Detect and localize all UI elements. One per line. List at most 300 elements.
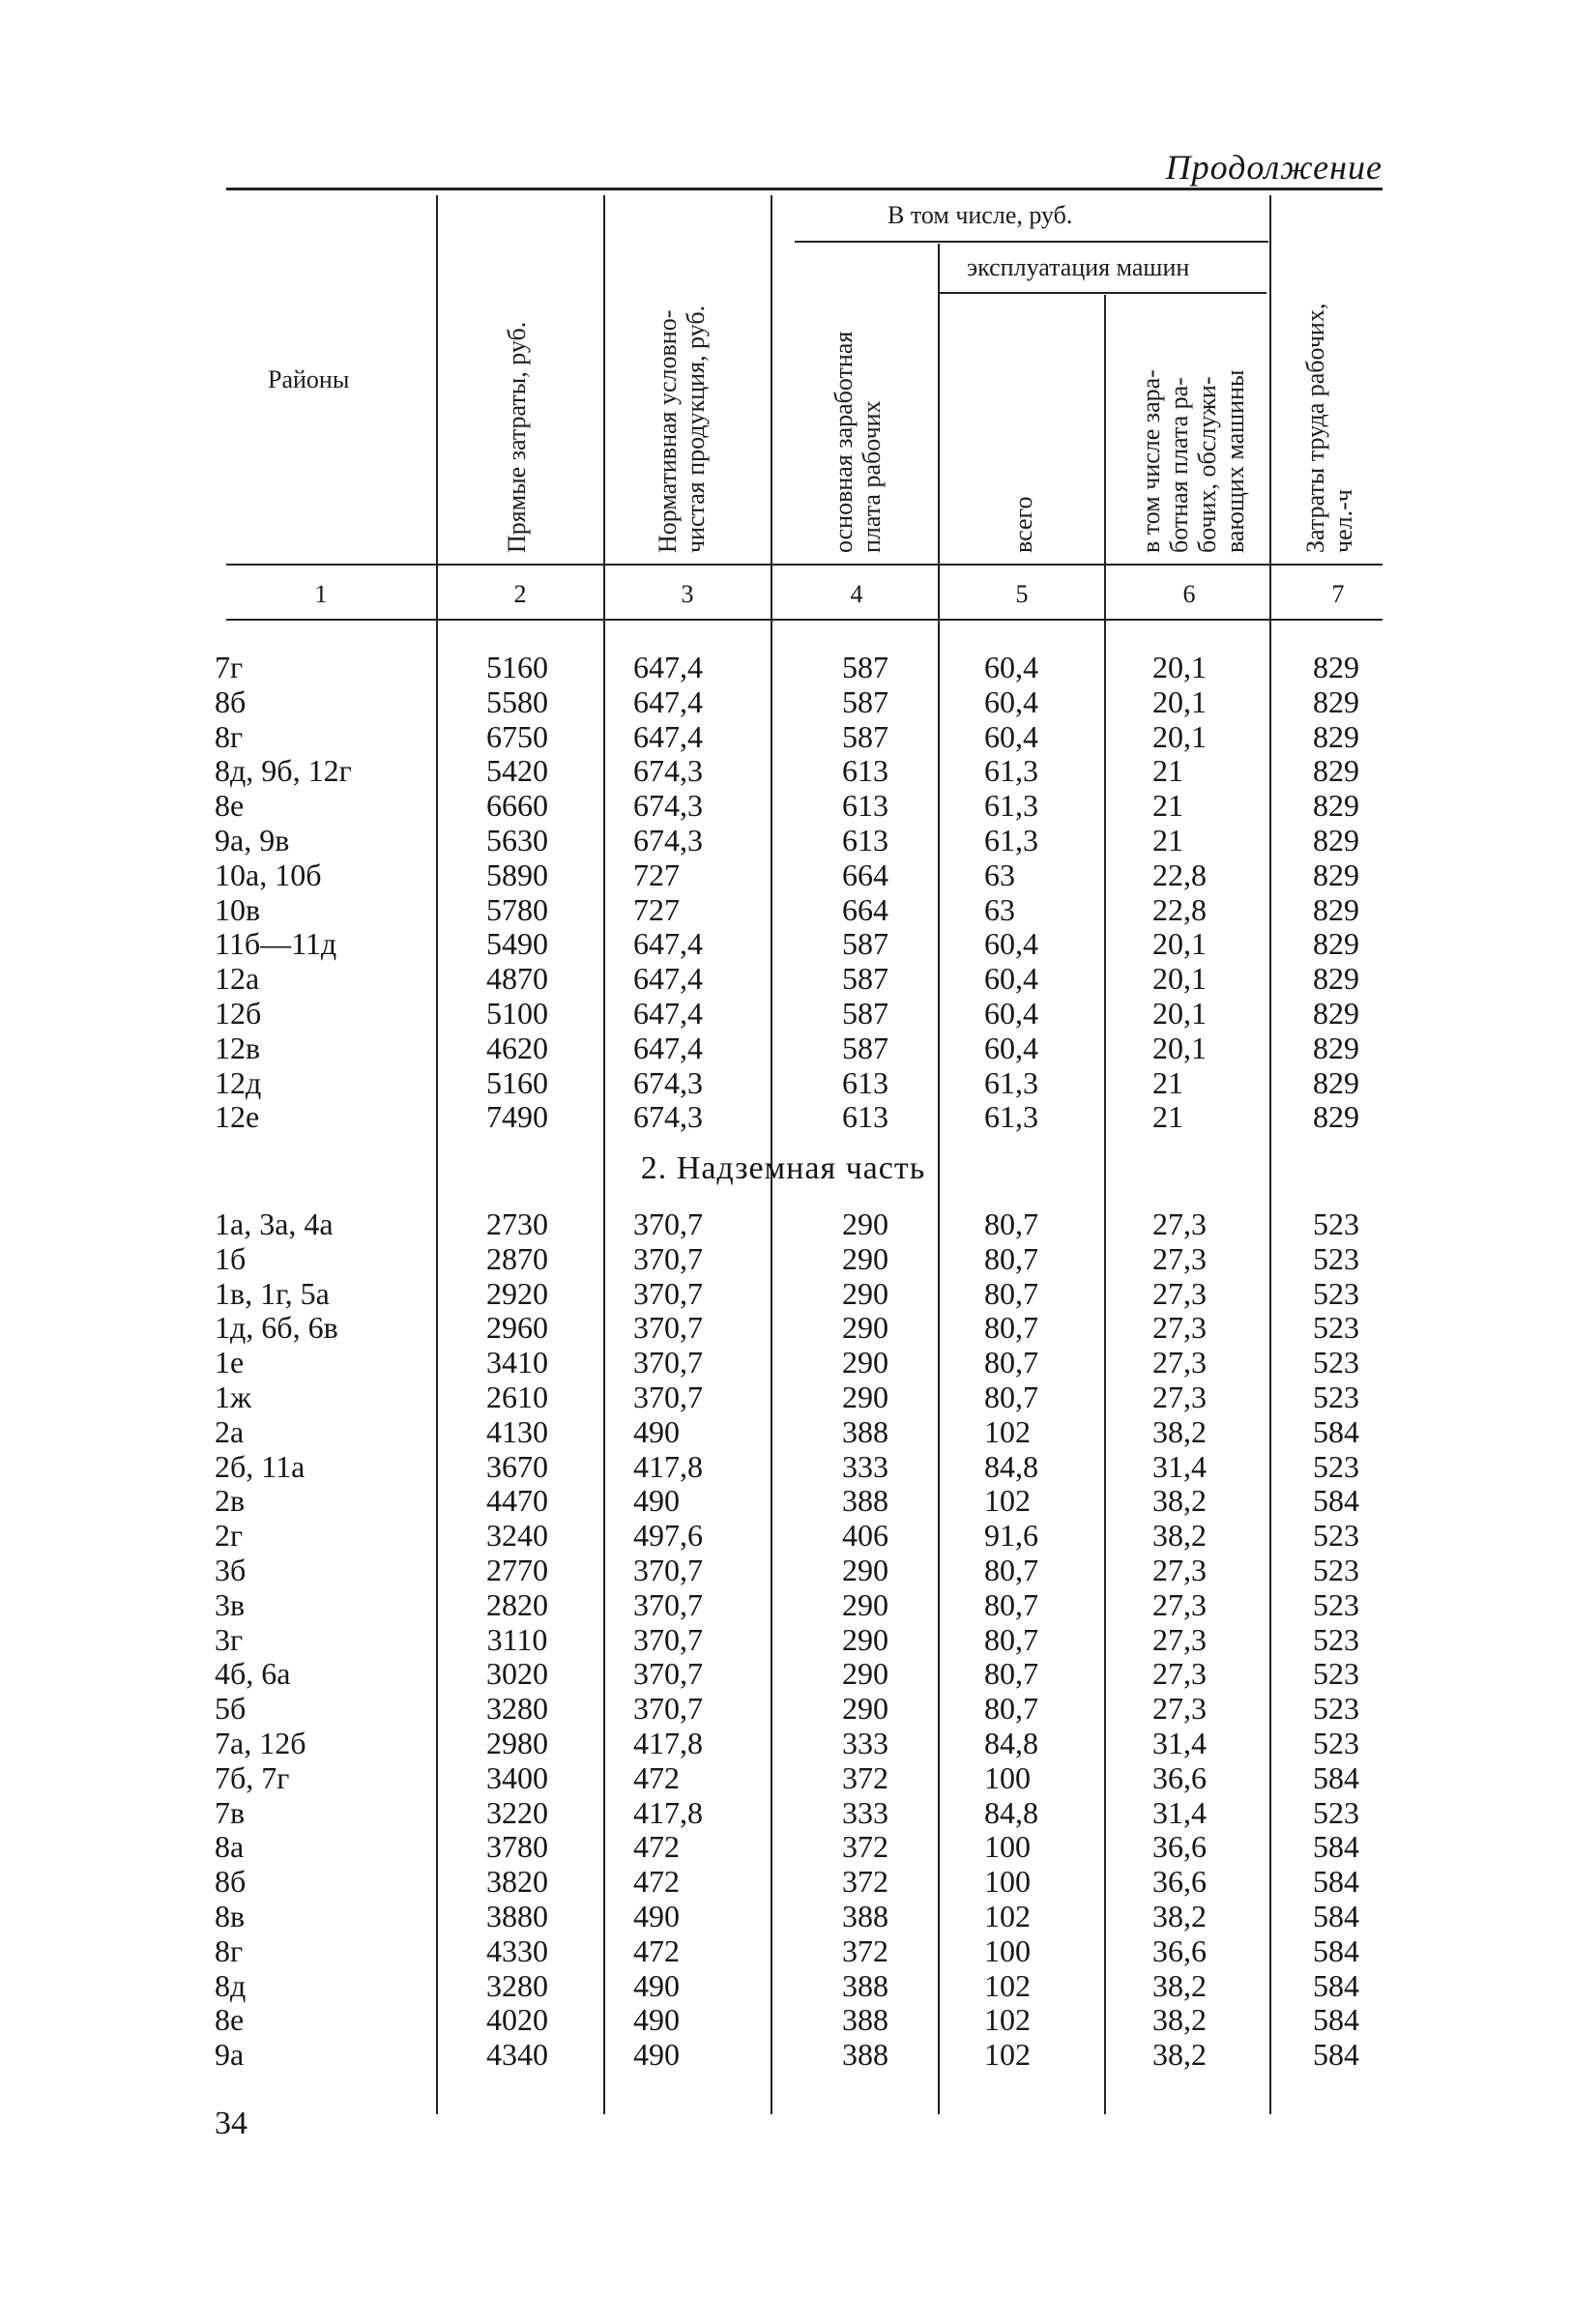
labor-costs-cell: 584 <box>1313 1759 1359 1795</box>
machine-wage-cell: 21 <box>1152 1099 1183 1135</box>
machine-wage-cell: 21 <box>1152 788 1183 824</box>
direct-costs-cell: 5630 <box>486 823 548 857</box>
machine-wage-cell: 27,3 <box>1152 1691 1207 1727</box>
header-machine-wage-line-4: вающих машины <box>1221 369 1249 553</box>
machine-total-cell: 84,8 <box>984 1794 1038 1830</box>
region-cell: 3б <box>215 1553 247 1587</box>
base-wage-cell: 587 <box>842 926 888 962</box>
region-cell: 11б—11д <box>215 926 337 962</box>
column-number: 7 <box>1331 580 1345 608</box>
column-numbers-rule <box>226 619 1383 621</box>
normative-products-cell: 674,3 <box>633 788 703 824</box>
machine-wage-cell: 36,6 <box>1152 1759 1207 1795</box>
machine-total-cell: 60,4 <box>984 683 1038 719</box>
labor-costs-cell: 829 <box>1313 823 1359 857</box>
direct-costs-cell: 2960 <box>486 1310 548 1346</box>
normative-products-cell: 370,7 <box>633 1621 703 1657</box>
region-cell: 10а, 10б <box>215 857 322 892</box>
region-cell: 8г <box>215 718 244 754</box>
normative-products-cell: 370,7 <box>633 1310 703 1346</box>
table-row <box>0 1099 1572 1134</box>
machine-total-cell: 61,3 <box>984 1064 1038 1100</box>
region-cell: 10в <box>215 891 261 927</box>
base-wage-cell: 664 <box>842 857 888 892</box>
normative-products-cell: 490 <box>633 1967 680 2003</box>
labor-costs-cell: 523 <box>1313 1518 1359 1554</box>
labor-costs-cell: 523 <box>1313 1310 1359 1346</box>
table-row <box>0 926 1572 961</box>
normative-products-cell: 370,7 <box>633 1206 703 1241</box>
normative-products-cell: 727 <box>633 891 680 927</box>
machine-wage-cell: 21 <box>1152 1064 1183 1100</box>
machine-total-cell: 80,7 <box>984 1691 1038 1727</box>
region-cell: 12б <box>215 996 262 1031</box>
table-row <box>0 1518 1572 1553</box>
base-wage-cell: 587 <box>842 683 888 719</box>
normative-products-cell: 370,7 <box>633 1240 703 1276</box>
machine-total-cell: 60,4 <box>984 1030 1038 1065</box>
normative-products-cell: 674,3 <box>633 823 703 857</box>
direct-costs-cell: 3110 <box>486 1621 548 1657</box>
table-row <box>0 1553 1572 1587</box>
machine-wage-cell: 31,4 <box>1152 1726 1207 1760</box>
machine-total-cell: 80,7 <box>984 1240 1038 1276</box>
base-wage-cell: 290 <box>842 1206 888 1241</box>
table-row <box>0 996 1572 1031</box>
labor-costs-cell: 584 <box>1313 2037 1359 2073</box>
header-bottom-rule <box>226 564 1383 566</box>
table-row <box>0 892 1572 927</box>
base-wage-cell: 372 <box>842 1864 888 1900</box>
direct-costs-cell: 3220 <box>486 1794 548 1830</box>
labor-costs-cell: 584 <box>1313 1483 1359 1519</box>
table-row <box>0 1726 1572 1760</box>
machine-wage-cell: 20,1 <box>1152 961 1207 997</box>
labor-costs-cell: 523 <box>1313 1380 1359 1414</box>
table-row <box>0 2002 1572 2037</box>
base-wage-cell: 664 <box>842 891 888 927</box>
base-wage-cell: 290 <box>842 1621 888 1657</box>
direct-costs-cell: 6750 <box>486 718 548 754</box>
machine-total-cell: 61,3 <box>984 1099 1038 1135</box>
normative-products-cell: 472 <box>633 1829 680 1865</box>
labor-costs-cell: 584 <box>1313 2002 1359 2038</box>
machine-total-cell: 100 <box>984 1864 1031 1900</box>
machine-total-cell: 61,3 <box>984 788 1038 824</box>
region-cell: 3г <box>215 1621 244 1657</box>
header-machine-wage-line-1: в том числе зара- <box>1137 369 1165 553</box>
normative-products-cell: 370,7 <box>633 1586 703 1622</box>
region-cell: 1д, 6б, 6в <box>215 1310 338 1346</box>
machine-total-cell: 100 <box>984 1829 1031 1865</box>
direct-costs-cell: 3880 <box>486 1899 548 1933</box>
machine-total-cell: 60,4 <box>984 996 1038 1031</box>
machine-total-cell: 102 <box>984 1483 1031 1519</box>
direct-costs-cell: 3400 <box>486 1759 548 1795</box>
labor-costs-cell: 829 <box>1313 996 1359 1031</box>
base-wage-cell: 372 <box>842 1932 888 1968</box>
normative-products-cell: 370,7 <box>633 1553 703 1587</box>
labor-costs-cell: 523 <box>1313 1553 1359 1587</box>
base-wage-cell: 587 <box>842 961 888 997</box>
table-row <box>0 1829 1572 1864</box>
machine-wage-cell: 27,3 <box>1152 1553 1207 1587</box>
base-wage-cell: 290 <box>842 1691 888 1727</box>
region-cell: 8д <box>215 1967 247 2003</box>
direct-costs-cell: 3280 <box>486 1967 548 2003</box>
table-row <box>0 1065 1572 1100</box>
base-wage-cell: 613 <box>842 1099 888 1135</box>
machine-total-cell: 61,3 <box>984 753 1038 789</box>
machine-total-cell: 80,7 <box>984 1656 1038 1692</box>
base-wage-cell: 388 <box>842 2002 888 2038</box>
region-cell: 4б, 6а <box>215 1656 291 1692</box>
machine-total-cell: 102 <box>984 1899 1031 1933</box>
machine-wage-cell: 21 <box>1152 823 1183 857</box>
base-wage-cell: 290 <box>842 1240 888 1276</box>
base-wage-cell: 388 <box>842 1967 888 2003</box>
table-row <box>0 1691 1572 1726</box>
labor-costs-cell: 829 <box>1313 857 1359 892</box>
direct-costs-cell: 3240 <box>486 1518 548 1554</box>
table-row <box>0 1380 1572 1414</box>
direct-costs-cell: 5160 <box>486 1064 548 1100</box>
labor-costs-cell: 523 <box>1313 1586 1359 1622</box>
header-labor-line-1: Затраты труда рабочих, <box>1301 303 1329 553</box>
machine-total-cell: 80,7 <box>984 1310 1038 1346</box>
region-cell: 8б <box>215 683 247 719</box>
machine-wage-cell: 20,1 <box>1152 1030 1207 1065</box>
normative-products-cell: 417,8 <box>633 1726 703 1760</box>
base-wage-cell: 290 <box>842 1656 888 1692</box>
direct-costs-cell: 5160 <box>486 650 548 684</box>
region-cell: 8а <box>215 1829 245 1865</box>
normative-products-cell: 417,8 <box>633 1794 703 1830</box>
normative-products-cell: 647,4 <box>633 650 703 684</box>
machine-total-cell: 100 <box>984 1759 1031 1795</box>
machine-wage-cell: 38,2 <box>1152 1518 1207 1554</box>
labor-costs-cell: 829 <box>1313 753 1359 789</box>
base-wage-cell: 613 <box>842 753 888 789</box>
region-cell: 2г <box>215 1518 244 1554</box>
machine-total-cell: 63 <box>984 857 1015 892</box>
labor-costs-cell: 523 <box>1313 1621 1359 1657</box>
direct-costs-cell: 5780 <box>486 891 548 927</box>
direct-costs-cell: 4470 <box>486 1483 548 1519</box>
machine-total-cell: 80,7 <box>984 1206 1038 1241</box>
base-wage-cell: 290 <box>842 1310 888 1346</box>
direct-costs-cell: 3280 <box>486 1691 548 1727</box>
direct-costs-cell: 5890 <box>486 857 548 892</box>
header-machine-wage-line-2: ботная плата ра- <box>1165 377 1193 553</box>
machine-wage-cell: 27,3 <box>1152 1240 1207 1276</box>
table-row <box>0 1310 1572 1345</box>
column-number: 2 <box>513 580 527 608</box>
machine-wage-cell: 38,2 <box>1152 2002 1207 2038</box>
base-wage-cell: 372 <box>842 1829 888 1865</box>
machine-wage-cell: 27,3 <box>1152 1656 1207 1692</box>
labor-costs-cell: 523 <box>1313 1240 1359 1276</box>
machine-wage-cell: 31,4 <box>1152 1448 1207 1484</box>
direct-costs-cell: 4870 <box>486 961 548 997</box>
base-wage-cell: 290 <box>842 1553 888 1587</box>
including-group-rule <box>795 241 1268 243</box>
page-number: 34 <box>215 2106 247 2141</box>
header-base-wage-line-2: плата рабочих <box>858 400 886 553</box>
table-row <box>0 961 1572 996</box>
table-top-rule <box>226 188 1383 190</box>
machine-total-cell: 91,6 <box>984 1518 1038 1554</box>
normative-products-cell: 370,7 <box>633 1275 703 1311</box>
direct-costs-cell: 2610 <box>486 1380 548 1414</box>
region-cell: 2в <box>215 1483 246 1519</box>
labor-costs-cell: 584 <box>1313 1899 1359 1933</box>
table-row <box>0 1587 1572 1622</box>
table-row <box>0 650 1572 684</box>
machine-wage-cell: 38,2 <box>1152 1483 1207 1519</box>
region-cell: 12д <box>215 1064 262 1100</box>
machine-total-cell: 80,7 <box>984 1621 1038 1657</box>
machine-wage-cell: 36,6 <box>1152 1864 1207 1900</box>
header-base-wage-line-1: основная заработная <box>830 331 858 553</box>
direct-costs-cell: 3820 <box>486 1864 548 1900</box>
machine-wage-cell: 38,2 <box>1152 1967 1207 2003</box>
column-number: 5 <box>1015 580 1029 608</box>
base-wage-cell: 388 <box>842 1483 888 1519</box>
machine-total-cell: 84,8 <box>984 1448 1038 1484</box>
machine-wage-cell: 27,3 <box>1152 1380 1207 1414</box>
labor-costs-cell: 584 <box>1313 1413 1359 1449</box>
base-wage-cell: 333 <box>842 1448 888 1484</box>
machine-wage-cell: 20,1 <box>1152 718 1207 754</box>
labor-costs-cell: 523 <box>1313 1206 1359 1241</box>
machine-total-cell: 80,7 <box>984 1380 1038 1414</box>
region-cell: 12в <box>215 1030 261 1065</box>
machine-wage-cell: 36,6 <box>1152 1932 1207 1968</box>
direct-costs-cell: 4330 <box>486 1932 548 1968</box>
labor-costs-cell: 829 <box>1313 1099 1359 1135</box>
region-cell: 12е <box>215 1099 260 1135</box>
region-cell: 1б <box>215 1240 247 1276</box>
region-cell: 8е <box>215 2002 245 2038</box>
base-wage-cell: 333 <box>842 1794 888 1830</box>
machine-wage-cell: 22,8 <box>1152 857 1207 892</box>
machine-group-rule <box>938 292 1266 294</box>
direct-costs-cell: 3780 <box>486 1829 548 1865</box>
labor-costs-cell: 523 <box>1313 1656 1359 1692</box>
region-cell: 7в <box>215 1794 246 1830</box>
table-row <box>0 1031 1572 1065</box>
column-number: 3 <box>681 580 694 608</box>
labor-costs-cell: 829 <box>1313 926 1359 962</box>
normative-products-cell: 370,7 <box>633 1691 703 1727</box>
labor-costs-cell: 584 <box>1313 1967 1359 2003</box>
machine-wage-cell: 38,2 <box>1152 1899 1207 1933</box>
region-cell: 8в <box>215 1899 246 1933</box>
header-labor-line-2: чел.-ч <box>1329 489 1357 553</box>
region-cell: 7б, 7г <box>215 1759 290 1795</box>
labor-costs-cell: 523 <box>1313 1794 1359 1830</box>
table-row <box>0 1795 1572 1830</box>
machine-wage-cell: 21 <box>1152 753 1183 789</box>
machine-total-cell: 80,7 <box>984 1586 1038 1622</box>
region-cell: 9а <box>215 2037 245 2073</box>
table-row <box>0 1483 1572 1518</box>
normative-products-cell: 490 <box>633 1413 680 1449</box>
base-wage-cell: 587 <box>842 1030 888 1065</box>
header-total-text: всего <box>1009 496 1037 553</box>
base-wage-cell: 388 <box>842 1899 888 1933</box>
labor-costs-cell: 584 <box>1313 1864 1359 1900</box>
table-row <box>0 719 1572 754</box>
normative-products-cell: 370,7 <box>633 1656 703 1692</box>
base-wage-cell: 613 <box>842 788 888 824</box>
table-row <box>0 857 1572 892</box>
table-row <box>0 1622 1572 1657</box>
machine-wage-cell: 31,4 <box>1152 1794 1207 1830</box>
base-wage-cell: 290 <box>842 1380 888 1414</box>
section-2-title: 2. Надземная часть <box>640 1150 926 1186</box>
machine-wage-cell: 38,2 <box>1152 1413 1207 1449</box>
table-row <box>0 1449 1572 1484</box>
machine-total-cell: 60,4 <box>984 650 1038 684</box>
machine-total-cell: 84,8 <box>984 1726 1038 1760</box>
table-row <box>0 1899 1572 1933</box>
direct-costs-cell: 5100 <box>486 996 548 1031</box>
machine-total-cell: 63 <box>984 891 1015 927</box>
machine-wage-cell: 27,3 <box>1152 1310 1207 1346</box>
normative-products-cell: 490 <box>633 1899 680 1933</box>
header-machine-wage-line-3: бочих, обслужи- <box>1193 376 1221 553</box>
table-row <box>0 1414 1572 1449</box>
machine-wage-cell: 38,2 <box>1152 2037 1207 2073</box>
labor-costs-cell: 829 <box>1313 650 1359 684</box>
machine-total-cell: 60,4 <box>984 926 1038 962</box>
direct-costs-cell: 2920 <box>486 1275 548 1311</box>
base-wage-cell: 388 <box>842 2037 888 2073</box>
machine-wage-cell: 36,6 <box>1152 1829 1207 1865</box>
header-including-group: В том числе, руб. <box>888 201 1073 229</box>
labor-costs-cell: 523 <box>1313 1726 1359 1760</box>
table-row <box>0 2037 1572 2072</box>
machine-wage-cell: 27,3 <box>1152 1275 1207 1311</box>
region-cell: 3в <box>215 1586 246 1622</box>
table-row <box>0 684 1572 719</box>
machine-total-cell: 61,3 <box>984 823 1038 857</box>
header-normative-line-2: чистая продукция, руб. <box>682 305 710 553</box>
normative-products-cell: 647,4 <box>633 926 703 962</box>
machine-wage-cell: 22,8 <box>1152 891 1207 927</box>
normative-products-cell: 674,3 <box>633 1064 703 1100</box>
machine-total-cell: 100 <box>984 1932 1031 1968</box>
base-wage-cell: 333 <box>842 1726 888 1760</box>
base-wage-cell: 587 <box>842 650 888 684</box>
labor-costs-cell: 584 <box>1313 1932 1359 1968</box>
machine-total-cell: 102 <box>984 2037 1031 2073</box>
direct-costs-cell: 6660 <box>486 788 548 824</box>
machine-total-cell: 60,4 <box>984 961 1038 997</box>
table-row <box>0 753 1572 788</box>
labor-costs-cell: 829 <box>1313 683 1359 719</box>
direct-costs-cell: 7490 <box>486 1099 548 1135</box>
labor-costs-cell: 523 <box>1313 1275 1359 1311</box>
header-direct-costs-text: Прямые затраты, руб. <box>503 321 531 553</box>
machine-wage-cell: 27,3 <box>1152 1586 1207 1622</box>
region-cell: 8е <box>215 788 245 824</box>
base-wage-cell: 406 <box>842 1518 888 1554</box>
region-cell: 2б, 11а <box>215 1448 306 1484</box>
normative-products-cell: 490 <box>633 1483 680 1519</box>
region-cell: 7г <box>215 650 244 684</box>
machine-wage-cell: 20,1 <box>1152 650 1207 684</box>
labor-costs-cell: 523 <box>1313 1345 1359 1380</box>
region-cell: 8г <box>215 1932 244 1968</box>
base-wage-cell: 372 <box>842 1759 888 1795</box>
labor-costs-cell: 829 <box>1313 788 1359 824</box>
direct-costs-cell: 4020 <box>486 2002 548 2038</box>
header-machine-operation-group: эксплуатация машин <box>967 253 1190 281</box>
normative-products-cell: 490 <box>633 2002 680 2038</box>
direct-costs-cell: 5580 <box>486 683 548 719</box>
direct-costs-cell: 2770 <box>486 1553 548 1587</box>
region-cell: 8д, 9б, 12г <box>215 753 352 789</box>
base-wage-cell: 388 <box>842 1413 888 1449</box>
base-wage-cell: 290 <box>842 1586 888 1622</box>
direct-costs-cell: 2730 <box>486 1206 548 1241</box>
labor-costs-cell: 829 <box>1313 718 1359 754</box>
normative-products-cell: 472 <box>633 1932 680 1968</box>
normative-products-cell: 370,7 <box>633 1380 703 1414</box>
region-cell: 1е <box>215 1345 245 1380</box>
table-row <box>0 1933 1572 1968</box>
base-wage-cell: 613 <box>842 823 888 857</box>
machine-total-cell: 102 <box>984 1413 1031 1449</box>
labor-costs-cell: 523 <box>1313 1448 1359 1484</box>
machine-wage-cell: 27,3 <box>1152 1345 1207 1380</box>
direct-costs-cell: 2820 <box>486 1586 548 1622</box>
table-row <box>0 1345 1572 1380</box>
machine-wage-cell: 20,1 <box>1152 996 1207 1031</box>
machine-total-cell: 102 <box>984 2002 1031 2038</box>
table-row <box>0 1206 1572 1241</box>
labor-costs-cell: 584 <box>1313 1829 1359 1865</box>
table-row <box>0 1864 1572 1899</box>
normative-products-cell: 472 <box>633 1864 680 1900</box>
region-cell: 1в, 1г, 5а <box>215 1275 330 1311</box>
table-row <box>0 1760 1572 1795</box>
machine-total-cell: 80,7 <box>984 1345 1038 1380</box>
direct-costs-cell: 4340 <box>486 2037 548 2073</box>
normative-products-cell: 727 <box>633 857 680 892</box>
labor-costs-cell: 829 <box>1313 1030 1359 1065</box>
labor-costs-cell: 523 <box>1313 1691 1359 1727</box>
table-row <box>0 1276 1572 1311</box>
direct-costs-cell: 4620 <box>486 1030 548 1065</box>
region-cell: 7а, 12б <box>215 1726 306 1760</box>
machine-wage-cell: 20,1 <box>1152 926 1207 962</box>
base-wage-cell: 290 <box>842 1275 888 1311</box>
table-row <box>0 1241 1572 1276</box>
machine-total-cell: 60,4 <box>984 718 1038 754</box>
normative-products-cell: 674,3 <box>633 1099 703 1135</box>
machine-wage-cell: 20,1 <box>1152 683 1207 719</box>
region-cell: 12а <box>215 961 260 997</box>
machine-total-cell: 80,7 <box>984 1275 1038 1311</box>
table-row <box>0 1656 1572 1691</box>
base-wage-cell: 290 <box>842 1345 888 1380</box>
normative-products-cell: 370,7 <box>633 1345 703 1380</box>
labor-costs-cell: 829 <box>1313 1064 1359 1100</box>
